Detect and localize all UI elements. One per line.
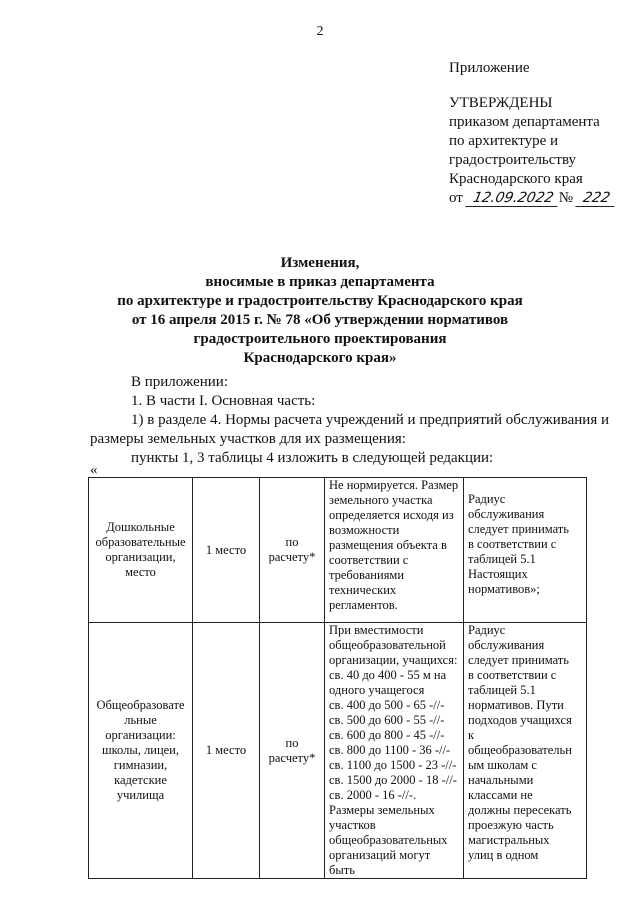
approval-line: приказом департамента — [449, 114, 600, 130]
body-paragraph: В приложении: — [131, 374, 228, 390]
body-paragraph: 1. В части I. Основная часть: — [131, 393, 316, 409]
title-line: от 16 апреля 2015 г. № 78 «Об утверждении нормативов — [131, 312, 509, 328]
title-line: Изменения, — [280, 255, 360, 271]
body-paragraph: 1) в разделе 4. Нормы расчета учреждений и предприятий обслуживания и — [131, 412, 610, 428]
approval-line: Краснодарского края — [449, 171, 583, 187]
table-cell-unit: 1 место — [193, 478, 260, 623]
title-line: по архитектуре и градостроительству Краснодарского края — [117, 293, 523, 309]
approval-line: градостроительству — [449, 152, 577, 168]
number-prefix: № — [558, 190, 574, 206]
handwritten-number: 222 — [575, 191, 617, 207]
opening-quote: « — [90, 462, 98, 478]
document-title — [100, 254, 540, 368]
approval-block — [449, 94, 616, 208]
approval-heading: УТВЕРЖДЕНЫ — [449, 95, 553, 111]
body-paragraph: пункты 1, 3 таблицы 4 изложить в следующей редакции: — [131, 450, 494, 466]
page-number: 2 — [316, 24, 324, 39]
table-cell-land-size: При вместимости общеобразовательной организации, учащихся: св. 40 до 400 - 55 м на одного учащегося св. 400 до 500 - 65 -//- св. 500 до 600 - 55 -//- св. 600 до 800 - 45 -//- св. 800 до 1100 - 36 -//- св. 1100 до 1500 - 23 -//- св. 1500 до 2000 - 18 -//- св. 2000 - 16 -//-. Размеры земельных участков общеобразовательных организаций могут быть — [325, 623, 464, 879]
table-cell-facility: Общеобразовате льные организации: школы, лицеи, гимназии, кадетские училища — [89, 623, 193, 879]
body-text — [90, 373, 615, 468]
appendix-label: Приложение — [449, 60, 530, 76]
table-cell-service-radius: Радиус обслуживания следует принимать в соответствии с таблицей 5.1 нормативов. Пути подходов учащихся к общеобразовательн ым школам с начальными классами не должны пересекать проезжую часть магистральных улиц в одном — [464, 623, 587, 879]
approval-date-line — [449, 189, 616, 208]
handwritten-date: 12.09.2022 — [465, 191, 561, 207]
date-prefix: от — [449, 190, 463, 206]
title-line: Краснодарского края» — [243, 350, 397, 366]
table-cell-norm: по расчету* — [260, 623, 325, 879]
body-paragraph-continuation: размеры земельных участков для их размещения: — [90, 431, 406, 447]
table-cell-facility: Дошкольные образовательные организации, место — [89, 478, 193, 623]
table-cell-service-radius: Радиус обслуживания следует принимать в соответствии с таблицей 5.1 Настоящих нормативов»; — [464, 478, 587, 623]
norms-table — [88, 477, 587, 879]
table-cell-norm: по расчету* — [260, 478, 325, 623]
approval-line: по архитектуре и — [449, 133, 559, 149]
table-row — [89, 478, 587, 623]
table-row — [89, 623, 587, 879]
table-cell-unit: 1 место — [193, 623, 260, 879]
table-cell-land-size: Не нормируется. Размер земельного участка определяется исходя из возможности размещения объекта в соответствии с требованиями технических регламентов. — [325, 478, 464, 623]
title-line: градостроительного проектирования — [193, 331, 447, 347]
title-line: вносимые в приказ департамента — [205, 274, 435, 290]
